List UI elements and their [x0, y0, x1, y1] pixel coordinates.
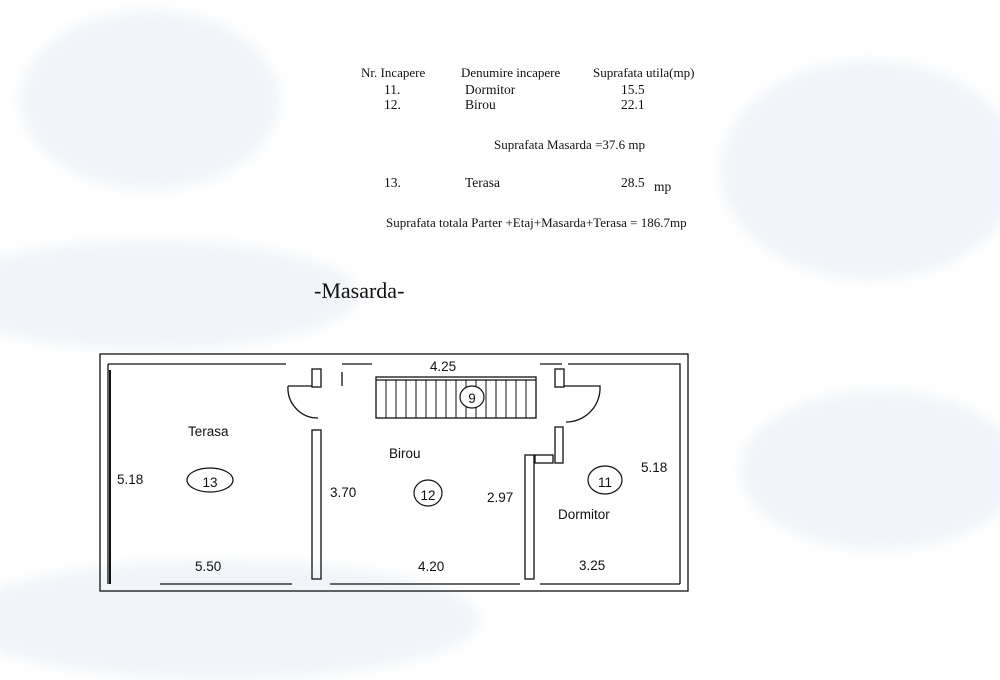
stair-number: 9 — [468, 391, 476, 406]
door-swing — [288, 386, 318, 418]
door-swing — [564, 386, 600, 422]
dormitor-wall-stub — [555, 369, 564, 387]
dim-right-height: 5.18 — [641, 460, 668, 475]
terasa-birou-wall-stub — [312, 369, 321, 387]
table-row-nr: 12. — [384, 97, 401, 112]
table-row-area: 15.5 — [621, 82, 645, 97]
table-row-nr: 11. — [384, 82, 401, 97]
table-row-area: 22.1 — [621, 97, 645, 112]
room-number: 11 — [597, 475, 613, 490]
stair-treads — [386, 380, 526, 418]
birou-dormitor-wall — [525, 455, 534, 579]
room-name-birou: Birou — [389, 446, 421, 461]
wall-corner — [535, 455, 553, 463]
masarda-total: Suprafata Masarda =37.6 mp — [494, 137, 646, 152]
terrace-row-nr: 13. — [384, 175, 401, 190]
room-number: 13 — [202, 475, 218, 490]
grand-total: Suprafata totala Parter +Etaj+Masarda+Terasa = 186.7mp — [386, 215, 687, 230]
room-name-terasa: Terasa — [188, 424, 229, 439]
dim-terasa-inner: 3.70 — [330, 485, 357, 500]
table-header-name: Denumire incapere — [461, 65, 561, 80]
dim-birou-inner: 2.97 — [487, 490, 514, 505]
terrace-row-area: 28.5 — [621, 175, 645, 190]
dim-left-height: 5.18 — [117, 472, 144, 487]
room-number: 12 — [420, 488, 436, 503]
table-header-nr: Nr. Incapere — [361, 65, 426, 80]
terrace-row-name: Terasa — [465, 175, 501, 190]
dormitor-wall-stub — [555, 427, 563, 463]
room-name-dormitor: Dormitor — [558, 507, 610, 522]
table-header-area: Suprafata utila(mp) — [593, 65, 695, 80]
plan-title: -Masarda- — [314, 278, 405, 303]
table-row-name: Dormitor — [465, 82, 516, 97]
dim-bottom-dormitor: 3.25 — [579, 558, 606, 573]
dim-bottom-terasa: 5.50 — [195, 559, 222, 574]
table-row-name: Birou — [465, 97, 496, 112]
dim-bottom-birou: 4.20 — [418, 559, 445, 574]
terrace-row-unit: mp — [654, 179, 672, 194]
terasa-birou-wall — [312, 430, 321, 579]
dim-stair-width: 4.25 — [429, 359, 457, 374]
